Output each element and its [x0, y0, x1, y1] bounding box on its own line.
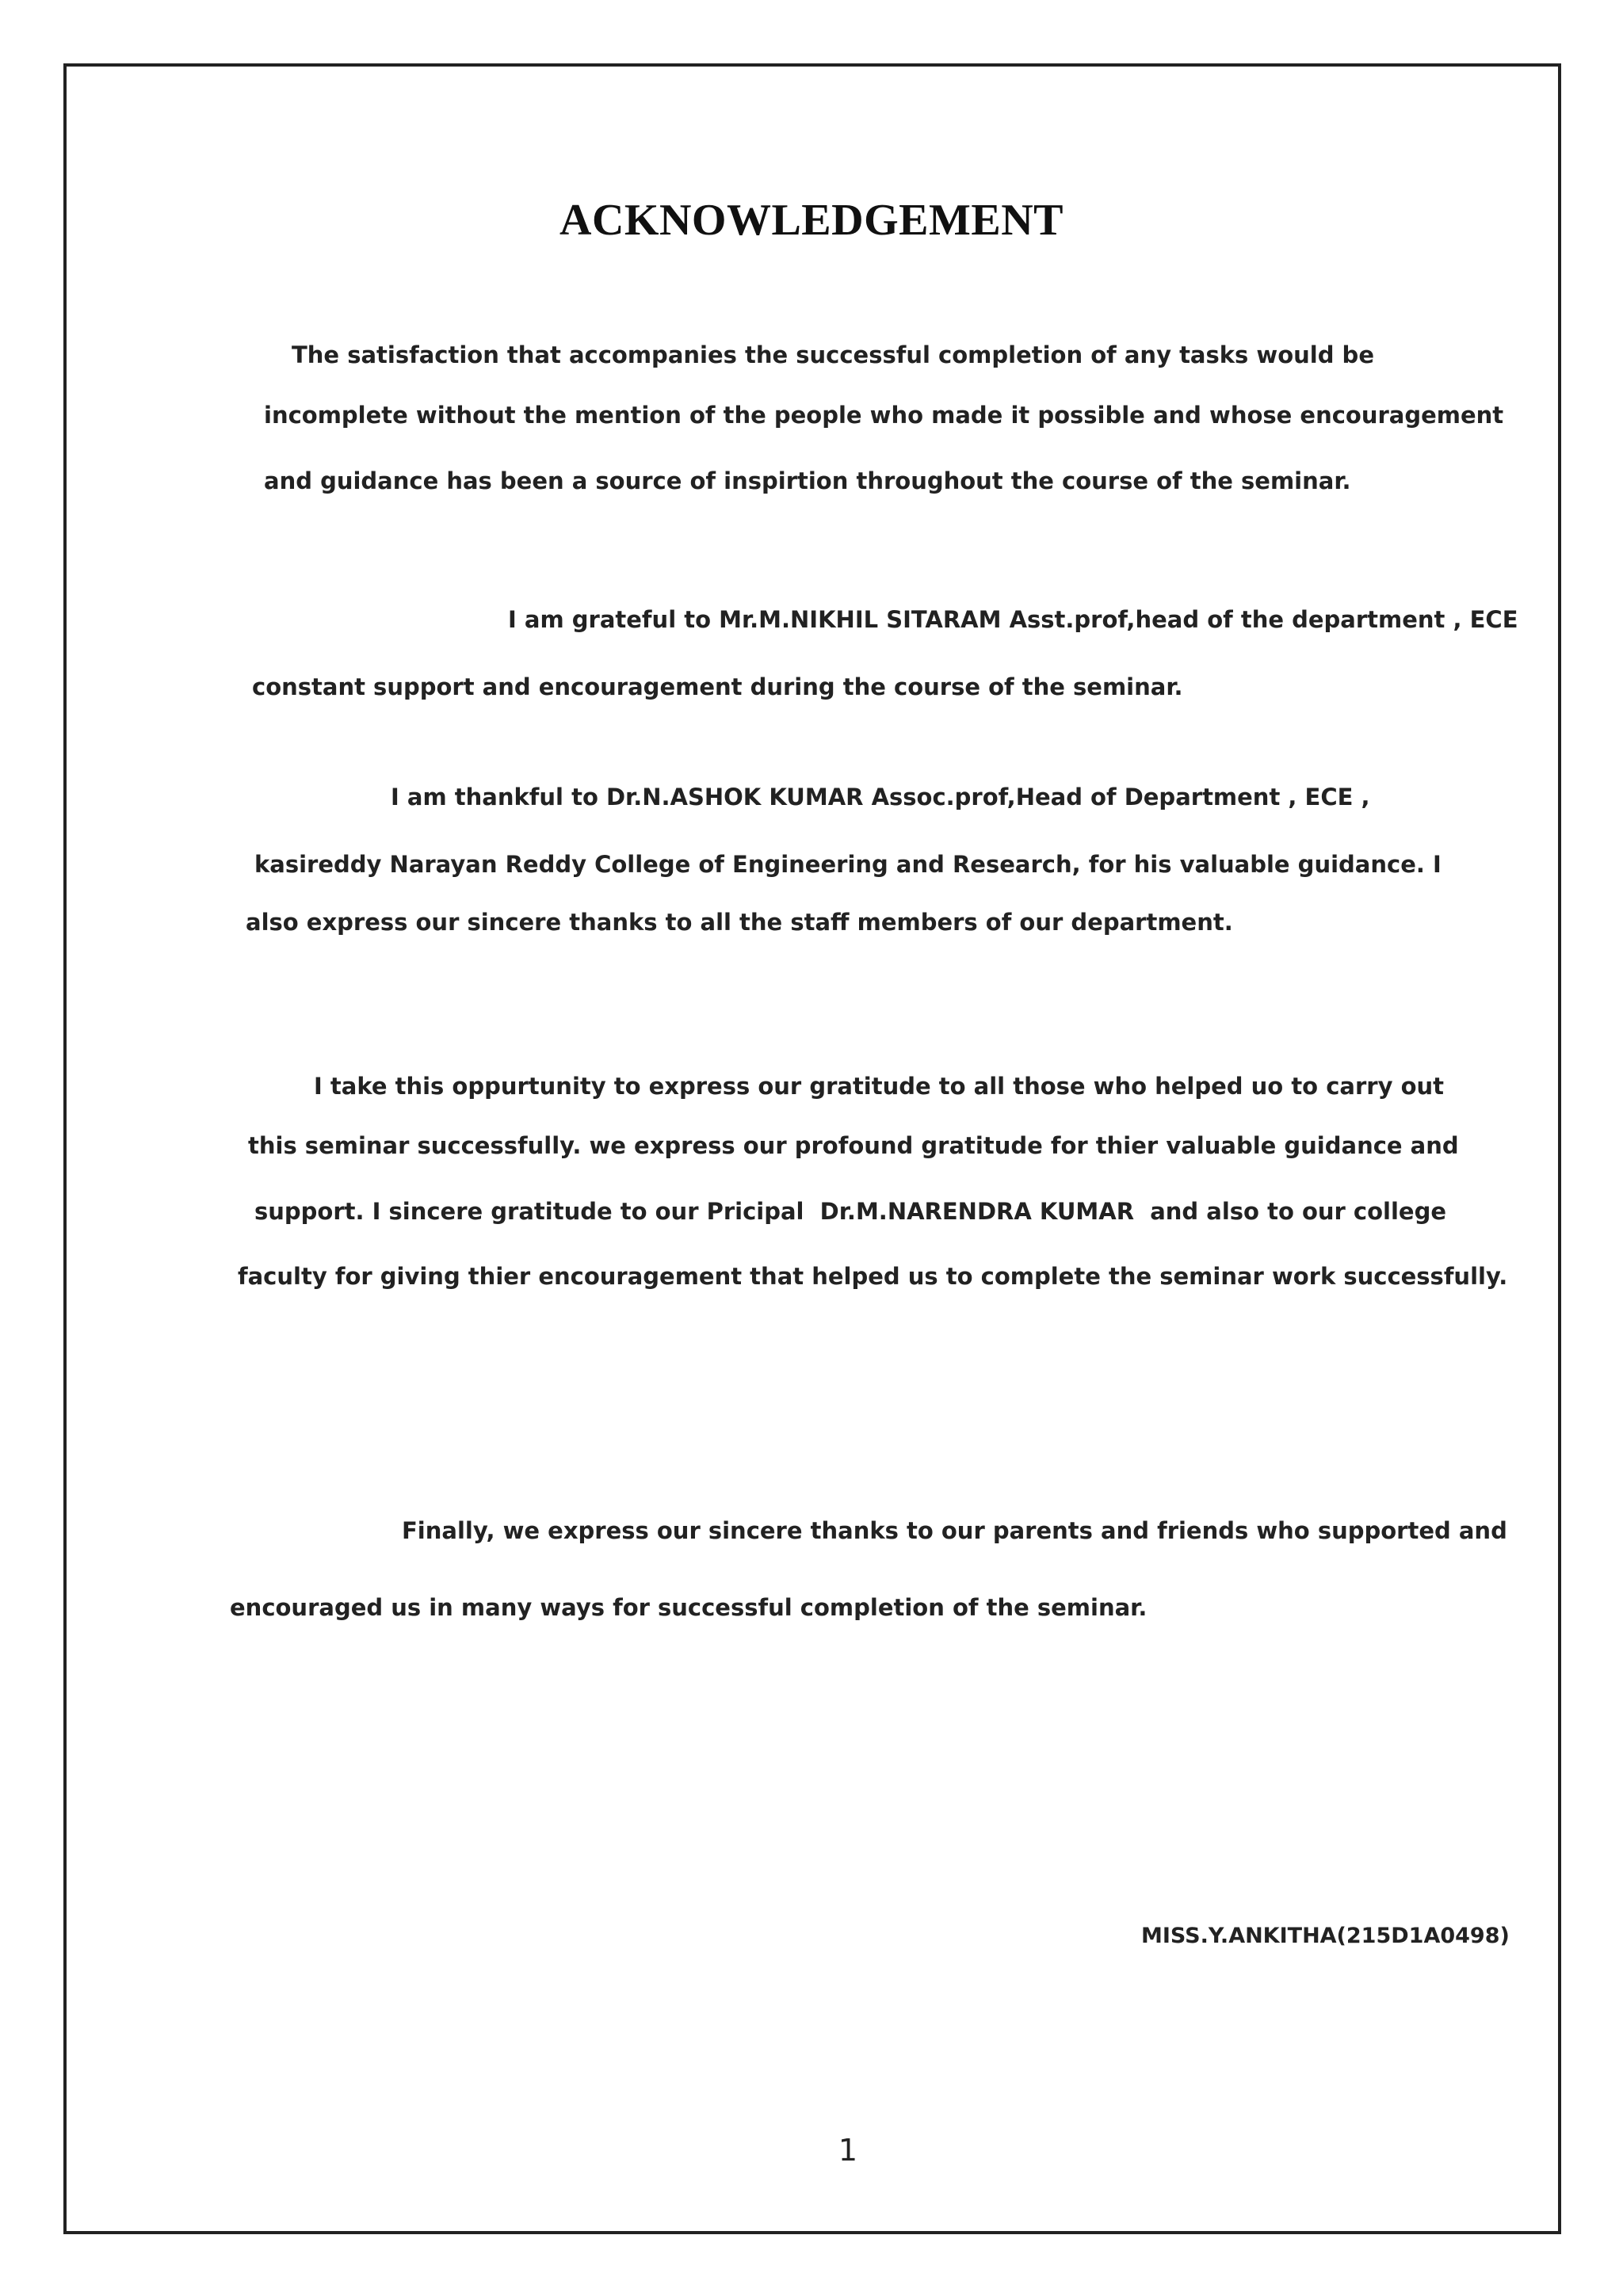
paragraph-4-line-1: I take this oppurtunity to express our gratitude to all those who helped uo to carry out	[314, 1073, 1444, 1100]
page-title: ACKNOWLEDGEMENT	[559, 196, 1064, 245]
paragraph-3-line-3: also express our sincere thanks to all the staff members of our department.	[246, 909, 1233, 936]
paragraph-3-line-1: I am thankful to Dr.N.ASHOK KUMAR Assoc.prof,Head of Department , ECE ,	[391, 784, 1370, 810]
signature: MISS.Y.ANKITHA(215D1A0498)	[1141, 1924, 1510, 1948]
paragraph-1-line-2: incomplete without the mention of the people who made it possible and whose encouragement	[264, 402, 1504, 429]
paragraph-4-line-4: faculty for giving thier encouragement that helped us to complete the seminar work successfully.	[238, 1263, 1508, 1290]
paragraph-3-line-2: kasireddy Narayan Reddy College of Engineering and Research, for his valuable guidance. I	[254, 851, 1442, 878]
paragraph-1-line-3: and guidance has been a source of inspirtion throughout the course of the seminar.	[264, 467, 1351, 494]
page-number: 1	[838, 2133, 858, 2168]
paragraph-2-line-2: constant support and encouragement during the course of the seminar.	[252, 673, 1183, 700]
paragraph-5-line-2: encouraged us in many ways for successful completion of the seminar.	[230, 1594, 1148, 1621]
paragraph-5-line-1: Finally, we express our sincere thanks to our parents and friends who supported and	[402, 1517, 1507, 1544]
paragraph-4-line-3: support. I sincere gratitude to our Pricipal Dr.M.NARENDRA KUMAR and also to our college	[254, 1198, 1447, 1225]
paragraph-2-line-1: I am grateful to Mr.M.NIKHIL SITARAM Asst.prof,head of the department , ECE	[508, 606, 1518, 633]
paragraph-1-line-1: The satisfaction that accompanies the successful completion of any tasks would be	[292, 341, 1374, 368]
paragraph-4-line-2: this seminar successfully. we express our profound gratitude for thier valuable guidance and	[248, 1132, 1459, 1159]
